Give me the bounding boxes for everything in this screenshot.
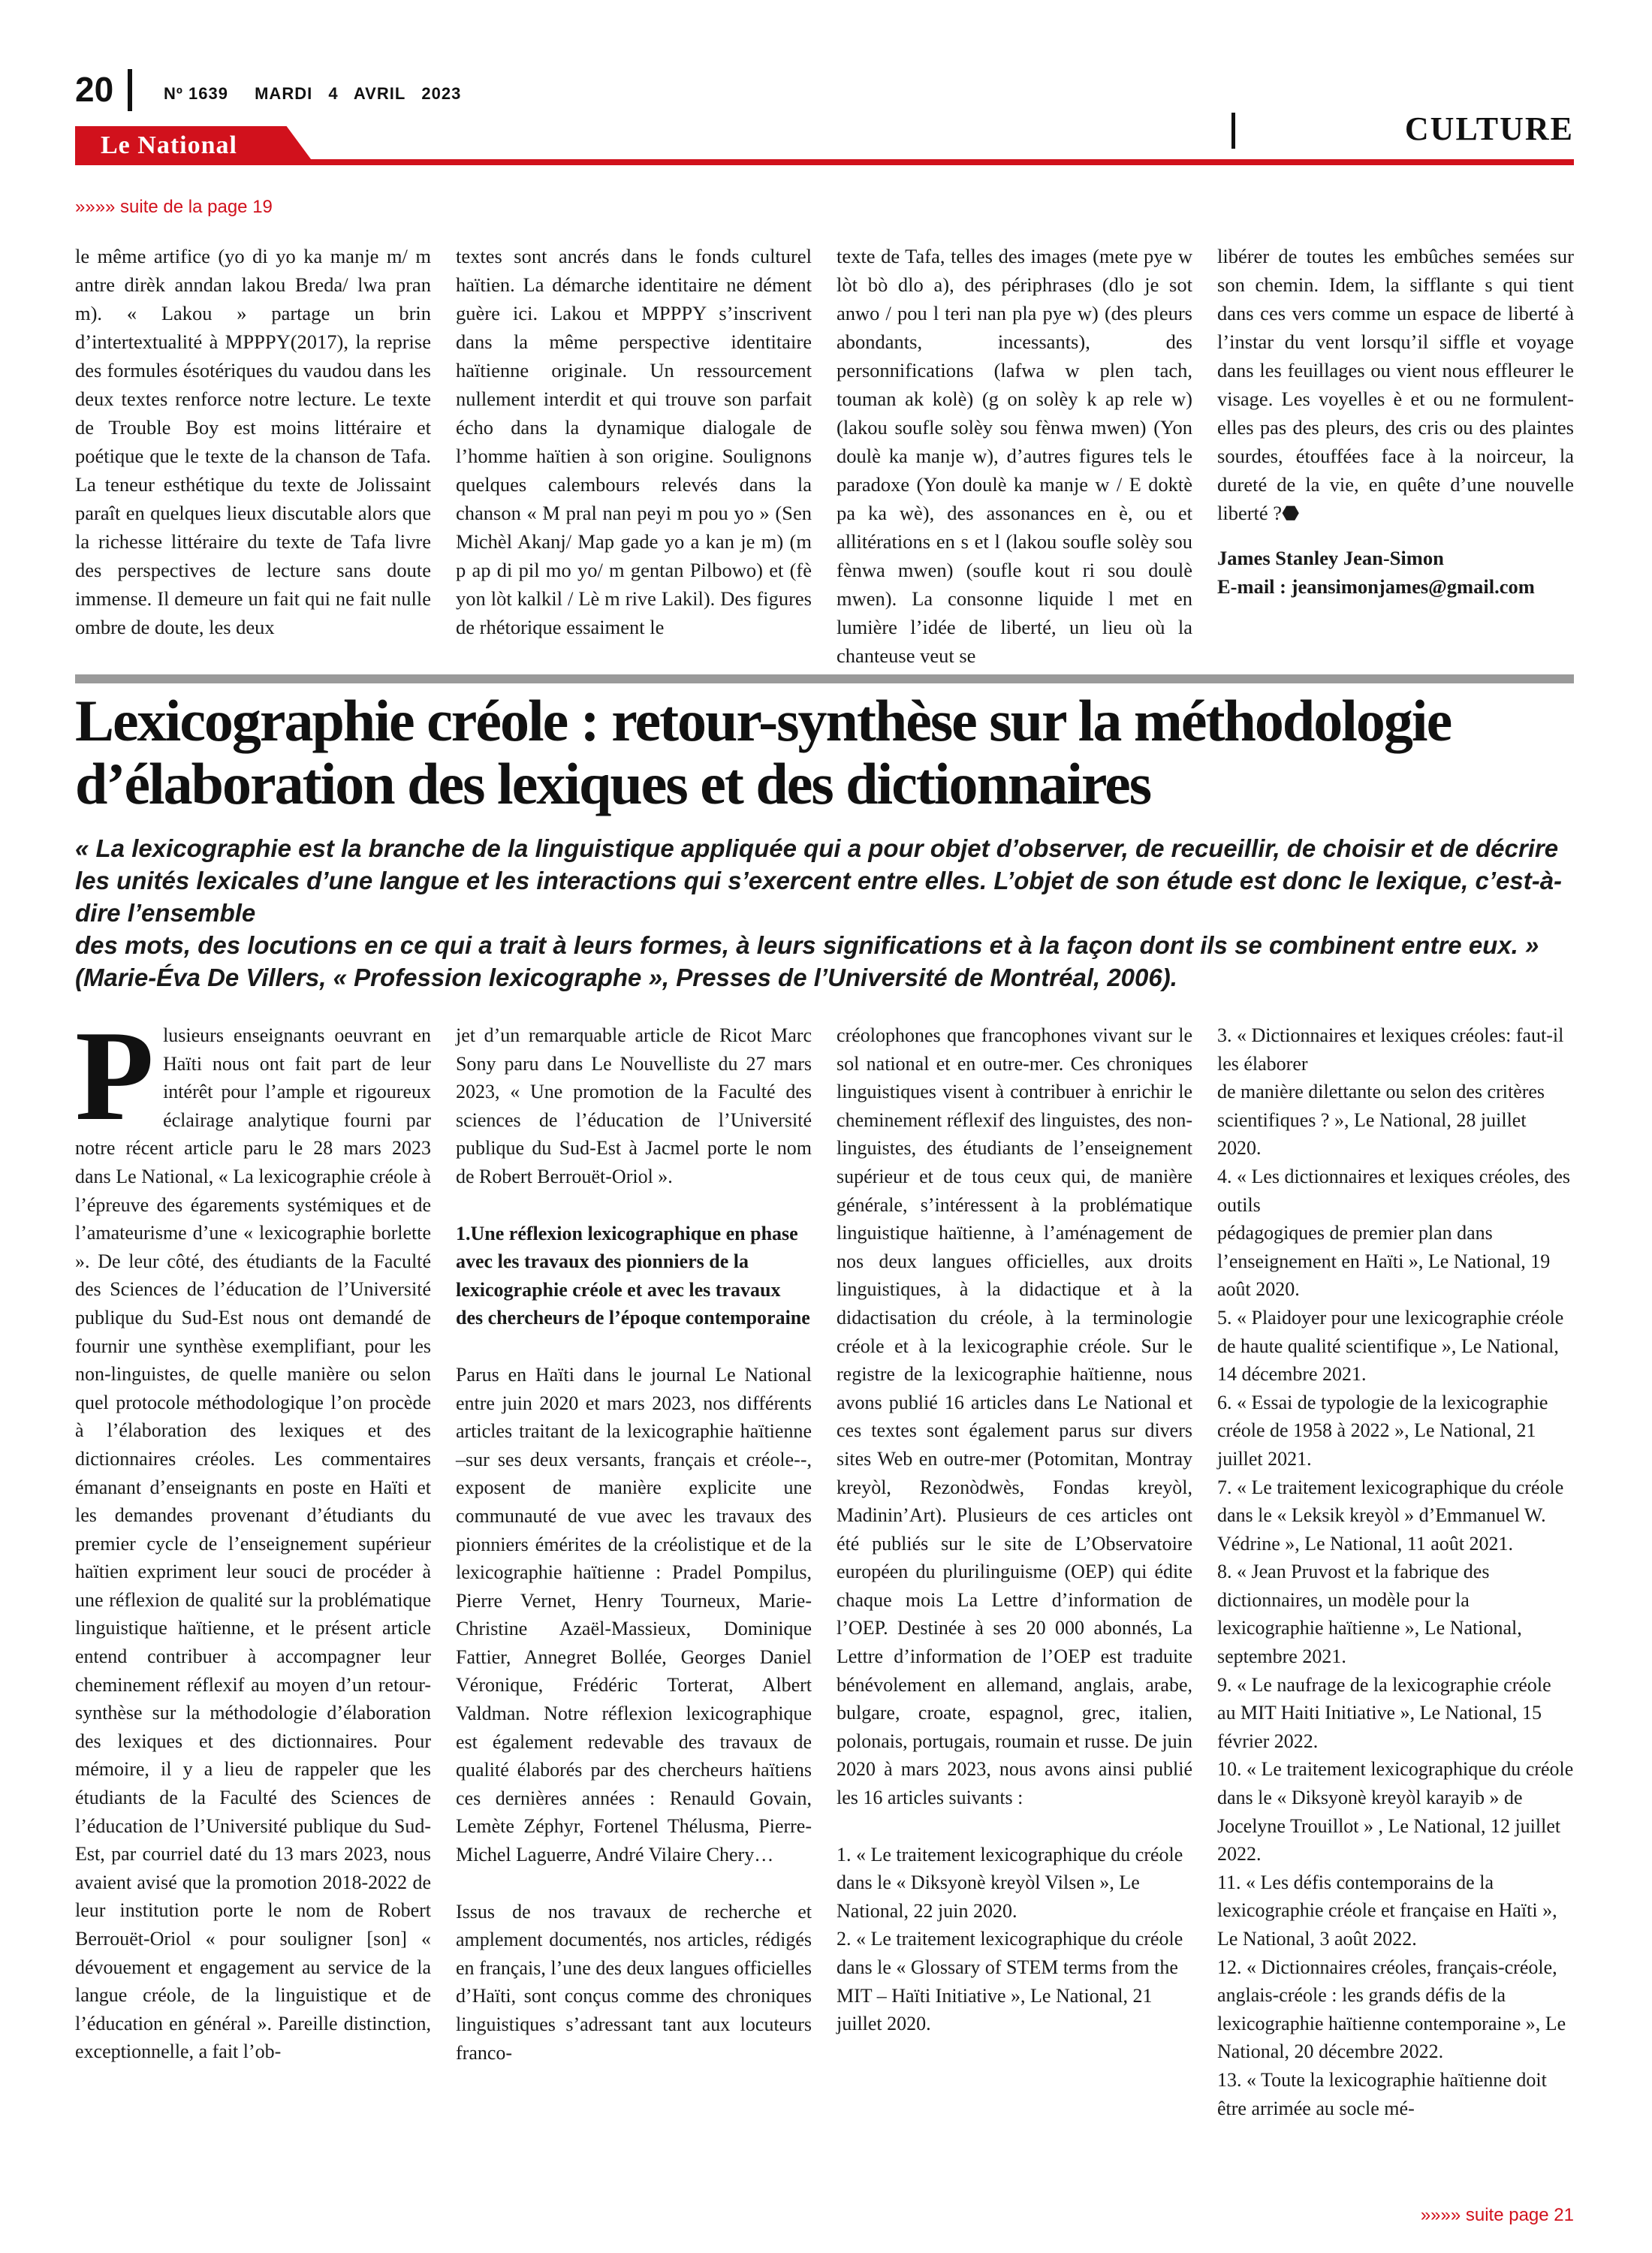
section-subheading: 1.Une réflexion lexicographique en phase avec les travaux des pionniers de la lexicographie créole et avec les travaux des chercheurs de l’époque contemporaine — [456, 1222, 810, 1329]
author-email[interactable]: E-mail : jeansimonjames@gmail.com — [1217, 575, 1535, 598]
page-number-divider — [128, 69, 132, 111]
section-title: CULTURE — [1404, 110, 1574, 147]
paragraph-gap — [456, 1869, 812, 1898]
top-article-col-1 — [75, 242, 431, 641]
page-header — [0, 0, 1652, 195]
issue-month: AVRIL — [353, 84, 406, 103]
top-article-text: texte de Tafa, telles des images (mete pye w lòt bò dlo a), des périphrases (dlo je sot anwo / pou l teri nan pla pye w) (des pleurs abondants, incessants), des personnifications (lafwa w plen tach, touman ak kolè) (g on solèy k ap rele w) (lakou soufle solèy sou fènwa mwen) (Yon doulè ka manje w), d’autres figures tels le paradoxe (Yon doulè ka manje w / E doktè pa ka wè), des assonances en è, ou et allitérations en s et l (lakou soufle solèy sou fènwa mwen) (soufle kout ri sou doulè mwen). La consonne liquide l met en lumière l’idée de liberté, un lieu où la chanteuse veut se — [837, 245, 1192, 667]
reference-item: pédagogiques de premier plan dans l’enseignement en Haïti », Le National, 19 août 2020. — [1217, 1222, 1551, 1301]
main-article-col-3 — [837, 1021, 1192, 2038]
newspaper-logo: Le National — [101, 131, 237, 159]
top-article-text: le même artifice (yo di yo ka manje m/ m antre dirèk anndan lakou Breda/ lwa pran m). « Lakou » partage un brin d’intertextualité à MPPPY(2017), la reprise des formules ésotériques du vaudou dans les deux textes renforce notre lecture. Le texte de Trouble Boy est moins littéraire et poétique que le texte de la chanson de Tafa. La teneur esthétique du texte de Jolissaint paraît en quelques lieux discutable alors que la richesse littéraire du texte de Tafa livre des perspectives de lecture sans doute immense. Il demeure un fait qui ne fait nulle ombre de doute, les deux — [75, 245, 431, 638]
body-paragraph: créolophones que francophones vivant sur le sol national et en outre-mer. Ces chroniques linguistiques visent à contribuer à enrichir le cheminement réflexif des linguistes, des non-linguistes, des étudiants de l’enseignement supérieur et de tous ceux qui, de manière générale, s’intéressent à la problématique linguistique haïtienne, à l’aménagement de nos deux langues officielles, aux droits linguistiques, à la didactique et à la didactisation du créole, à la terminologie créole et à la lexicographie créole. Sur le registre de la lexicographie haïtienne, nous avons publié 16 articles dans Le National et ces textes sont également parus sur divers sites Web en outre-mer (Potomitan, Montray kreyòl, Rezonòdwès, Fondas kreyòl, Madinin’Art). Plusieurs de ces articles ont été publiés sur le site de L’Observatoire européen du plurilinguisme (OEP) qui édite chaque mois La Lettre d’information de l’OEP. Destinée à ses 20 000 abonnés, La Lettre d’information de l’OEP est traduite bénévolement en allemand, anglais, arabe, bulgare, croate, espagnol, grec, italien, polonais, portugais, roumain et russe. De juin 2020 à mars 2023, nous avons ainsi publié les 16 articles suivants : — [837, 1024, 1192, 1809]
issue-number: Nº 1639 — [164, 84, 228, 103]
continued-from-link[interactable]: »»»» suite de la page 19 — [75, 197, 273, 217]
top-article-col-2 — [456, 242, 812, 641]
epigraph-part-1: « La lexicographie est la branche de la linguistique appliquée qui a pour objet d’observer, de recueillir, de choisir et de décrire les unités lexicales d’une langue et les interactions qui s’exercent entre elles. L’objet de son étude est donc le lexique, c’est-à-dire l’ensemble — [75, 834, 1563, 927]
drop-cap: P — [75, 1005, 155, 1148]
paragraph-gap — [837, 1812, 1192, 1841]
top-article-col-3 — [837, 242, 1192, 670]
epigraph-part-2: des mots, des locutions en ce qui a trait à leurs formes, à leurs significations et à la façon dont ils se combinent entre eux. » (Marie-Éva De Villers, « Profession lexicographe », Presses de l’Université de Montréal, 2006). — [75, 931, 1539, 991]
page-number: 20 — [75, 70, 114, 109]
article-headline — [75, 689, 1577, 816]
paragraph-gap — [456, 1332, 812, 1361]
top-article-col-4 — [1217, 242, 1574, 601]
reference-item: 9. « Le naufrage de la lexicographie créole au MIT Haiti Initiative », Le National, 15 février 2022. — [1217, 1673, 1551, 1752]
reference-item: 6. « Essai de typologie de la lexicographie créole de 1958 à 2022 », Le National, 21 juillet 2021. — [1217, 1391, 1548, 1470]
continued-to-link[interactable]: »»»» suite page 21 — [1420, 2205, 1574, 2225]
reference-item: 10. « Le traitement lexicographique du créole dans le « Diksyonè kreyòl karayib » de Jocelyne Trouillot » , Le National, 12 juillet 2022. — [1217, 1758, 1574, 1865]
main-article-col-4 — [1217, 1021, 1574, 2122]
issue-year: 2023 — [421, 84, 462, 103]
author-name: James Stanley Jean-Simon — [1217, 547, 1444, 569]
body-paragraph: jet d’un remarquable article de Ricot Marc Sony paru dans Le Nouvelliste du 27 mars 2023, « Une promotion de la Faculté des sciences de l’éducation de l’Université publique du Sud-Est à Jacmel porte le nom de Robert Berrouët-Oriol ». — [456, 1024, 812, 1187]
headline-line-1: Lexicographie créole : retour-synthèse sur la méthodologie — [75, 688, 1452, 753]
reference-item: 5. « Plaidoyer pour une lexicographie créole de haute qualité scientifique », Le National, 14 décembre 2021. — [1217, 1306, 1564, 1386]
reference-item: 7. « Le traitement lexicographique du créole dans le « Leksik kreyòl » d’Emmanuel W. Védrine », Le National, 11 août 2021. — [1217, 1476, 1564, 1555]
main-article-col-2 — [456, 1021, 812, 2067]
paragraph-gap — [456, 1191, 812, 1220]
body-paragraph: lusieurs enseignants oeuvrant en Haïti nous ont fait part de leur intérêt pour l’ample et rigoureux éclairage analytique fourni par notre récent article paru le 28 mars 2023 dans Le National, « La lexicographie créole à l’épreuve des égarements systémiques et de l’amateurisme d’une « lexicographie borlette ». De leur côté, des étudiants de la Faculté des Sciences de l’éducation de l’Université publique du Sud-Est nous ont demandé de fournir une synthèse exemplifiant, pour les non-linguistes, de quelle manière ou selon quel protocole méthodologique l’on procède à l’élaboration des lexiques et des dictionnaires créoles. Les commentaires émanant d’enseignants en poste en Haïti et les demandes provenant d’étudiants du premier cycle de l’enseignement supérieur haïtien expriment leur souci de procéder à une réflexion de qualité sur la problématique linguistique haïtienne, et le présent article entend contribuer à accompagner leur cheminement réflexif au moyen d’un retour-synthèse sur la méthodologie d’élaboration des lexiques et des dictionnaires. Pour mémoire, il y a lieu de rappeler que les étudiants de la Faculté des Sciences de l’éducation de l’Université publique du Sud-Est, par courriel daté du 13 mars 2023, nous avaient avisé que la promotion 2018-2022 de leur institution porte le nom de Robert Berrouët-Oriol « pour souligner [son] « dévouement et engagement au service de la langue créole, de la linguistique et de l’éducation en général ». Pareille distinction, exceptionnelle, a fait l’ob- — [75, 1024, 431, 2063]
issue-date-num: 4 — [328, 84, 339, 103]
brand-rule — [300, 159, 1574, 165]
issue-date-line — [164, 84, 482, 104]
reference-list — [837, 1841, 1192, 2038]
reference-item: 13. « Toute la lexicographie haïtienne doit être arrimée au socle mé- — [1217, 2068, 1547, 2119]
reference-item: 12. « Dictionnaires créoles, français-créole, anglais-créole : les grands défis de la lexicographie haïtienne contemporaine », Le National, 20 décembre 2022. — [1217, 1956, 1566, 2063]
reference-item: de manière dilettante ou selon des critères scientifiques ? », Le National, 28 juillet 2020. — [1217, 1081, 1545, 1160]
main-article-col-1 — [75, 1005, 431, 2066]
reference-item: 2. « Le traitement lexicographique du créole dans le « Glossary of STEM terms from the MIT – Haïti Initiative », Le National, 21 juillet 2020. — [837, 1928, 1183, 2035]
reference-item: 4. « Les dictionnaires et lexiques créoles, des outils — [1217, 1165, 1571, 1216]
body-paragraph: Issus de nos travaux de recherche et amplement documentés, nos articles, rédigés en français, l’une des deux langues officielles d’Haïti, sont conçus comme des chroniques linguistiques s’adressant tant aux locuteurs franco- — [456, 1900, 812, 2064]
headline-line-2: d’élaboration des lexiques et des dictionnaires — [75, 751, 1151, 816]
issue-day: MARDI — [255, 84, 313, 103]
reference-item: 3. « Dictionnaires et lexiques créoles: faut-il les élaborer — [1217, 1024, 1564, 1075]
article-epigraph — [75, 832, 1577, 994]
reference-item: 8. « Jean Pruvost et la fabrique des dictionnaires, un modèle pour la lexicographie haïtienne », Le National, septembre 2021. — [1217, 1561, 1522, 1668]
article-separator — [75, 674, 1574, 683]
top-article-text: libérer de toutes les embûches semées sur son chemin. Idem, la sifflante s qui tient dans ces vers comme un espace de liberté à l’instar du vent lorsqu’il siffle et voyage dans les feuillages ou vient nous effleurer le visage. Les voyelles è et ou ne formulent-elles pas des pleurs, des cris ou des plaintes sourdes, étouffées face à la noirceur, la dureté de la vie, en quête d’une nouvelle liberté ?⬣ — [1217, 245, 1574, 524]
brand-bar — [75, 126, 1574, 165]
reference-item: 1. « Le traitement lexicographique du créole dans le « Diksyonè kreyòl Vilsen », Le National, 22 juin 2020. — [837, 1843, 1183, 1922]
reference-item: 11. « Les défis contemporains de la lexicographie créole et française en Haïti », Le National, 3 août 2022. — [1217, 1871, 1557, 1950]
top-article-text: textes sont ancrés dans le fonds culturel haïtien. La démarche identitaire ne dément guère ici. Lakou et MPPPY s’inscrivent dans la même perspective identitaire haïtienne originale. Un ressourcement nullement interdit et qui trouve son parfait écho dans la dynamique dialogale de l’homme haïtien à son origine. Soulignons quelques calembours relevés dans la chanson « M pral nan peyi m pou yo » (Sen Michèl Akanj/ Map gade yo a kan je m) (m p ap di pil mo yo/ m gentan Pilbowo) et (fè yon lòt kalkil / Lè m rive Lakil). Des figures de rhétorique essaiment le — [456, 245, 812, 638]
body-paragraph: Parus en Haïti dans le journal Le National entre juin 2020 et mars 2023, nos différents articles traitant de la lexicographie haïtienne –sur ses deux versants, français et créole--, exposent de manière explicite une communauté de vue avec les travaux des pionniers émérites de la créolistique et de la lexicographie haïtienne : Pradel Pompilus, Pierre Vernet, Henry Tourneux, Marie-Christine Azaël-Massieux, Dominique Fattier, Annegret Bollée, Georges Daniel Véronique, Frédéric Torterat, Albert Valdman. Notre réflexion lexicographique est également redevable des travaux de qualité élaborés par des chercheurs haïtiens ces dernières années : Renauld Govain, Lemète Zéphyr, Fortenel Thélusma, Pierre-Michel Laguerre, André Vilaire Chery… — [456, 1363, 812, 1866]
